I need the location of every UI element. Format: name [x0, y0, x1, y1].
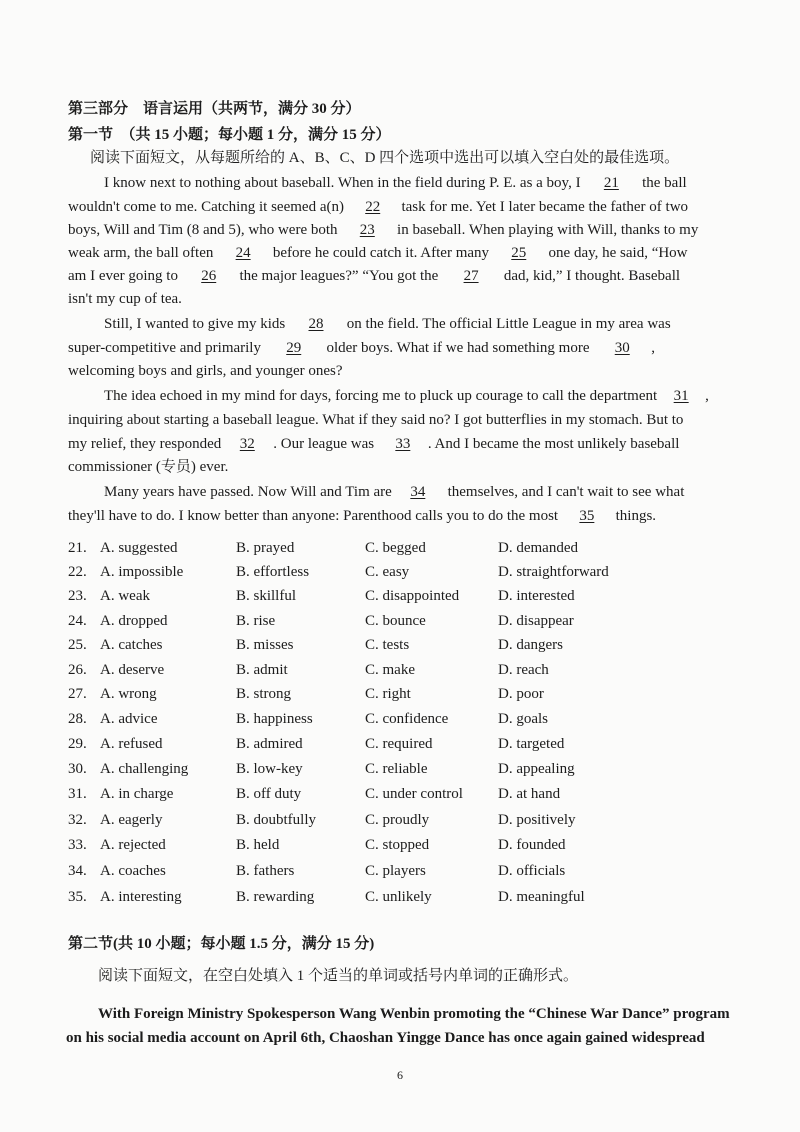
- option-d: D. goals: [498, 711, 548, 727]
- option-d: D. at hand: [498, 786, 561, 802]
- option-c: C. stopped: [365, 837, 430, 853]
- option-d: D. poor: [498, 686, 544, 702]
- part2-instruction: 阅读下面短文，在空白处填入 1 个适当的单词或括号内单词的正确形式。: [98, 968, 579, 984]
- option-c: C. required: [365, 736, 433, 752]
- option-c: C. confidence: [365, 711, 449, 727]
- blank-27: 27: [463, 268, 479, 284]
- question-number: 29.: [68, 736, 87, 752]
- option-d: D. straightforward: [498, 564, 609, 580]
- option-c: C. proudly: [365, 812, 430, 828]
- option-c: C. reliable: [365, 761, 428, 777]
- passage-line: they'll have to do. I know better than anyone: Parenthood calls you to do the most 35 things.: [68, 508, 657, 524]
- question-number: 21.: [68, 540, 87, 556]
- part2-passage-line: With Foreign Ministry Spokesperson Wang Wenbin promoting the “Chinese War Dance” program: [98, 1006, 730, 1022]
- blank-31: 31: [673, 388, 689, 404]
- blank-32: 32: [239, 436, 255, 452]
- option-d: D. positively: [498, 812, 576, 828]
- passage-line: wouldn't come to me. Catching it seemed a(n) 22 task for me. Yet I later became the father of two: [68, 199, 689, 215]
- passage-line: Many years have passed. Now Will and Tim are 34 themselves, and I can't wait to see what: [104, 484, 685, 500]
- blank-34: 34: [410, 484, 426, 500]
- option-a: A. dropped: [100, 613, 168, 629]
- blank-29: 29: [286, 340, 302, 356]
- part2-title: 第二节(共 10 小题；每小题 1.5 分，满分 15 分): [68, 936, 375, 952]
- blank-35: 35: [579, 508, 595, 524]
- passage-line: super-competitive and primarily 29 older boys. What if we had something more 30 ,: [68, 340, 655, 356]
- option-d: D. dangers: [498, 637, 563, 653]
- question-number: 23.: [68, 588, 87, 604]
- option-row: [68, 812, 768, 834]
- option-a: A. deserve: [100, 662, 165, 678]
- option-c: C. tests: [365, 637, 410, 653]
- option-c: C. disappointed: [365, 588, 460, 604]
- option-row: [68, 588, 768, 610]
- option-d: D. meaningful: [498, 889, 585, 905]
- option-a: A. refused: [100, 736, 163, 752]
- passage-line: boys, Will and Tim (8 and 5), who were both 23 in baseball. When playing with Will, thanks to my: [68, 222, 699, 238]
- question-number: 35.: [68, 889, 87, 905]
- part1-instruction: 阅读下面短文，从每题所给的 A、B、C、D 四个选项中选出可以填入空白处的最佳选项。: [90, 150, 680, 166]
- option-b: B. rewarding: [236, 889, 315, 905]
- option-a: A. challenging: [100, 761, 189, 777]
- option-d: D. appealing: [498, 761, 575, 777]
- option-a: A. advice: [100, 711, 158, 727]
- option-b: B. low-key: [236, 761, 303, 777]
- option-b: B. skillful: [236, 588, 297, 604]
- option-row: [68, 662, 768, 684]
- option-a: A. weak: [100, 588, 150, 604]
- option-d: D. disappear: [498, 613, 574, 629]
- option-c: C. easy: [365, 564, 410, 580]
- question-number: 31.: [68, 786, 87, 802]
- passage-line: my relief, they responded 32 . Our league was 33 . And I became the most unlikely baseball: [68, 436, 680, 452]
- passage-line: I know next to nothing about baseball. When in the field during P. E. as a boy, I 21 the ball: [104, 175, 687, 191]
- blank-30: 30: [614, 340, 630, 356]
- option-row: [68, 711, 768, 733]
- page-number: 6: [397, 1068, 403, 1082]
- option-c: C. bounce: [365, 613, 426, 629]
- option-a: A. suggested: [100, 540, 178, 556]
- question-number: 28.: [68, 711, 87, 727]
- option-b: B. fathers: [236, 863, 295, 879]
- question-number: 27.: [68, 686, 87, 702]
- option-a: A. in charge: [100, 786, 174, 802]
- question-number: 26.: [68, 662, 87, 678]
- option-row: [68, 736, 768, 758]
- option-a: A. interesting: [100, 889, 182, 905]
- option-c: C. begged: [365, 540, 426, 556]
- blank-28: 28: [308, 316, 324, 332]
- option-b: B. admit: [236, 662, 288, 678]
- option-b: B. rise: [236, 613, 276, 629]
- option-row: [68, 540, 768, 562]
- blank-26: 26: [201, 268, 217, 284]
- option-row: [68, 613, 768, 635]
- option-row: [68, 564, 768, 586]
- passage-line: am I ever going to 26 the major leagues?” “You got the 27 dad, kid,” I thought. Baseball: [68, 268, 681, 284]
- blank-22: 22: [365, 199, 381, 215]
- option-d: D. demanded: [498, 540, 578, 556]
- option-row: [68, 686, 768, 708]
- blank-21: 21: [603, 175, 619, 191]
- option-a: A. coaches: [100, 863, 166, 879]
- option-d: D. reach: [498, 662, 549, 678]
- option-c: C. make: [365, 662, 415, 678]
- section3-title: 第三部分 语言运用（共两节，满分 30 分）: [68, 101, 361, 117]
- option-d: D. founded: [498, 837, 566, 853]
- option-b: B. happiness: [236, 711, 313, 727]
- question-number: 33.: [68, 837, 87, 853]
- option-a: A. eagerly: [100, 812, 163, 828]
- option-c: C. unlikely: [365, 889, 432, 905]
- option-b: B. admired: [236, 736, 303, 752]
- option-b: B. misses: [236, 637, 294, 653]
- option-b: B. off duty: [236, 786, 302, 802]
- blank-23: 23: [359, 222, 375, 238]
- option-c: C. under control: [365, 786, 463, 802]
- option-row: [68, 889, 768, 911]
- option-b: B. prayed: [236, 540, 295, 556]
- option-row: [68, 637, 768, 659]
- passage-line: inquiring about starting a baseball league. What if they said no? I got butterflies in my stomach. But to: [68, 412, 684, 428]
- question-number: 30.: [68, 761, 87, 777]
- option-a: A. impossible: [100, 564, 184, 580]
- option-row: [68, 786, 768, 808]
- option-row: [68, 837, 768, 859]
- passage-line: weak arm, the ball often 24 before he could catch it. After many 25 one day, he said, “How: [68, 245, 688, 261]
- question-number: 24.: [68, 613, 87, 629]
- option-b: B. effortless: [236, 564, 310, 580]
- option-d: D. interested: [498, 588, 575, 604]
- option-c: C. players: [365, 863, 426, 879]
- option-row: [68, 761, 768, 783]
- option-b: B. doubtfully: [236, 812, 317, 828]
- question-number: 32.: [68, 812, 87, 828]
- option-b: B. held: [236, 837, 280, 853]
- option-row: [68, 863, 768, 885]
- option-d: D. targeted: [498, 736, 565, 752]
- blank-25: 25: [511, 245, 527, 261]
- passage-line: isn't my cup of tea.: [68, 291, 182, 307]
- question-number: 22.: [68, 564, 87, 580]
- part2-passage-line: on his social media account on April 6th, Chaoshan Yingge Dance has once again gained widespread: [66, 1030, 705, 1046]
- passage-line: The idea echoed in my mind for days, forcing me to pluck up courage to call the department 31 ,: [104, 388, 709, 404]
- option-a: A. wrong: [100, 686, 157, 702]
- blank-33: 33: [395, 436, 411, 452]
- option-d: D. officials: [498, 863, 566, 879]
- part1-title: 第一节 （共 15 小题；每小题 1 分，满分 15 分）: [68, 127, 391, 143]
- option-b: B. strong: [236, 686, 292, 702]
- passage-line: Still, I wanted to give my kids 28 on the field. The official Little League in my area was: [104, 316, 671, 332]
- passage-line: commissioner (专员) ever.: [68, 459, 229, 475]
- question-number: 34.: [68, 863, 87, 879]
- question-number: 25.: [68, 637, 87, 653]
- option-c: C. right: [365, 686, 411, 702]
- option-a: A. rejected: [100, 837, 166, 853]
- option-a: A. catches: [100, 637, 163, 653]
- passage-line: welcoming boys and girls, and younger ones?: [68, 363, 343, 379]
- blank-24: 24: [235, 245, 251, 261]
